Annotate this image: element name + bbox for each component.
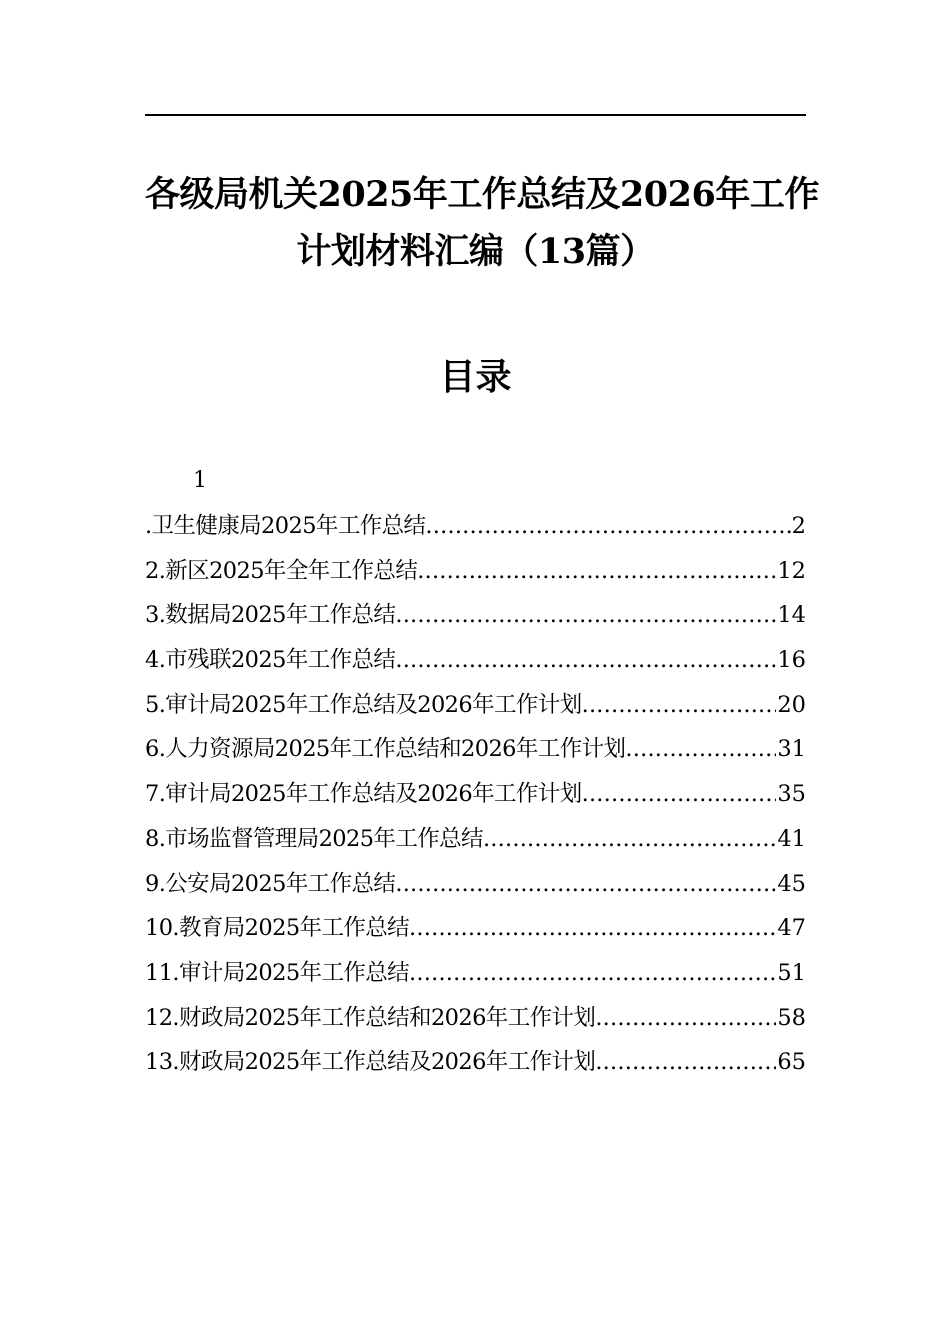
toc-dot-leader xyxy=(595,1044,776,1080)
toc-dot-leader xyxy=(395,597,776,633)
toc-entry-title: 7.审计局2025年工作总结及2026年工作计划 xyxy=(145,781,582,808)
toc-entry-title: .卫生健康局2025年工作总结 xyxy=(145,513,426,539)
toc-dot-leader xyxy=(582,776,777,812)
toc-entry-title: 2.新区2025年全年工作总结 xyxy=(145,557,418,584)
toc-entry-page: 47 xyxy=(777,915,806,942)
toc-stray-number: 1 xyxy=(193,468,207,493)
toc-entry-title: 3.数据局2025年工作总结 xyxy=(145,602,396,629)
toc-heading: 目录 xyxy=(439,356,512,398)
toc-dot-leader xyxy=(395,866,776,902)
toc-dot-leader xyxy=(395,642,776,678)
toc-entry-title: 10.教育局2025年工作总结 xyxy=(145,915,410,942)
toc-list xyxy=(145,508,806,1089)
toc-entry[interactable] xyxy=(145,955,806,1000)
toc-entry-title: 4.市残联2025年工作总结 xyxy=(145,647,396,674)
toc-entry-title: 12.财政局2025年工作总结和2026年工作计划 xyxy=(145,1004,596,1031)
toc-entry[interactable] xyxy=(145,597,806,642)
toc-entry-page: 58 xyxy=(777,1004,806,1031)
toc-entry[interactable] xyxy=(145,553,806,598)
toc-entry[interactable] xyxy=(145,508,806,553)
toc-entry-title: 8.市场监督管理局2025年工作总结 xyxy=(145,825,483,852)
document-title-line-2: 计划材料汇编（13篇） xyxy=(296,231,655,272)
toc-entry-title: 6.人力资源局2025年工作总结和2026年工作计划 xyxy=(145,736,626,763)
toc-entry[interactable] xyxy=(145,731,806,776)
toc-entry[interactable] xyxy=(145,776,806,821)
toc-entry-page: 45 xyxy=(777,870,806,897)
document-title-line-1: 各级局机关2025年工作总结及2026年工作 xyxy=(145,174,819,215)
toc-dot-leader xyxy=(425,508,790,544)
toc-entry-title: 11.审计局2025年工作总结 xyxy=(145,959,410,986)
toc-dot-leader xyxy=(409,955,776,991)
document-title xyxy=(145,166,819,280)
toc-entry-page: 14 xyxy=(777,602,806,629)
toc-entry-page: 41 xyxy=(777,825,806,852)
toc-dot-leader xyxy=(595,1000,776,1036)
toc-entry[interactable] xyxy=(145,910,806,955)
toc-entry-page: 12 xyxy=(777,557,806,584)
toc-entry[interactable] xyxy=(145,1000,806,1045)
toc-entry-title: 9.公安局2025年工作总结 xyxy=(145,870,396,897)
toc-entry[interactable] xyxy=(145,821,806,866)
toc-dot-leader xyxy=(483,821,776,857)
toc-entry-page: 31 xyxy=(777,736,806,763)
toc-entry-page: 65 xyxy=(777,1049,806,1076)
toc-entry-title: 5.审计局2025年工作总结及2026年工作计划 xyxy=(145,691,582,718)
toc-entry-title: 13.财政局2025年工作总结及2026年工作计划 xyxy=(145,1049,596,1076)
toc-entry[interactable] xyxy=(145,642,806,687)
toc-dot-leader xyxy=(409,910,776,946)
toc-dot-leader xyxy=(582,687,777,723)
toc-entry-page: 20 xyxy=(777,691,806,718)
toc-dot-leader xyxy=(625,731,776,767)
toc-entry-page: 51 xyxy=(777,959,806,986)
toc-dot-leader xyxy=(417,553,776,589)
toc-entry[interactable] xyxy=(145,866,806,911)
toc-entry[interactable] xyxy=(145,1044,806,1089)
header-rule xyxy=(145,114,806,116)
toc-entry[interactable] xyxy=(145,687,806,732)
toc-entry-page: 2 xyxy=(791,513,806,539)
toc-entry-page: 16 xyxy=(777,647,806,674)
toc-entry-page: 35 xyxy=(777,781,806,808)
